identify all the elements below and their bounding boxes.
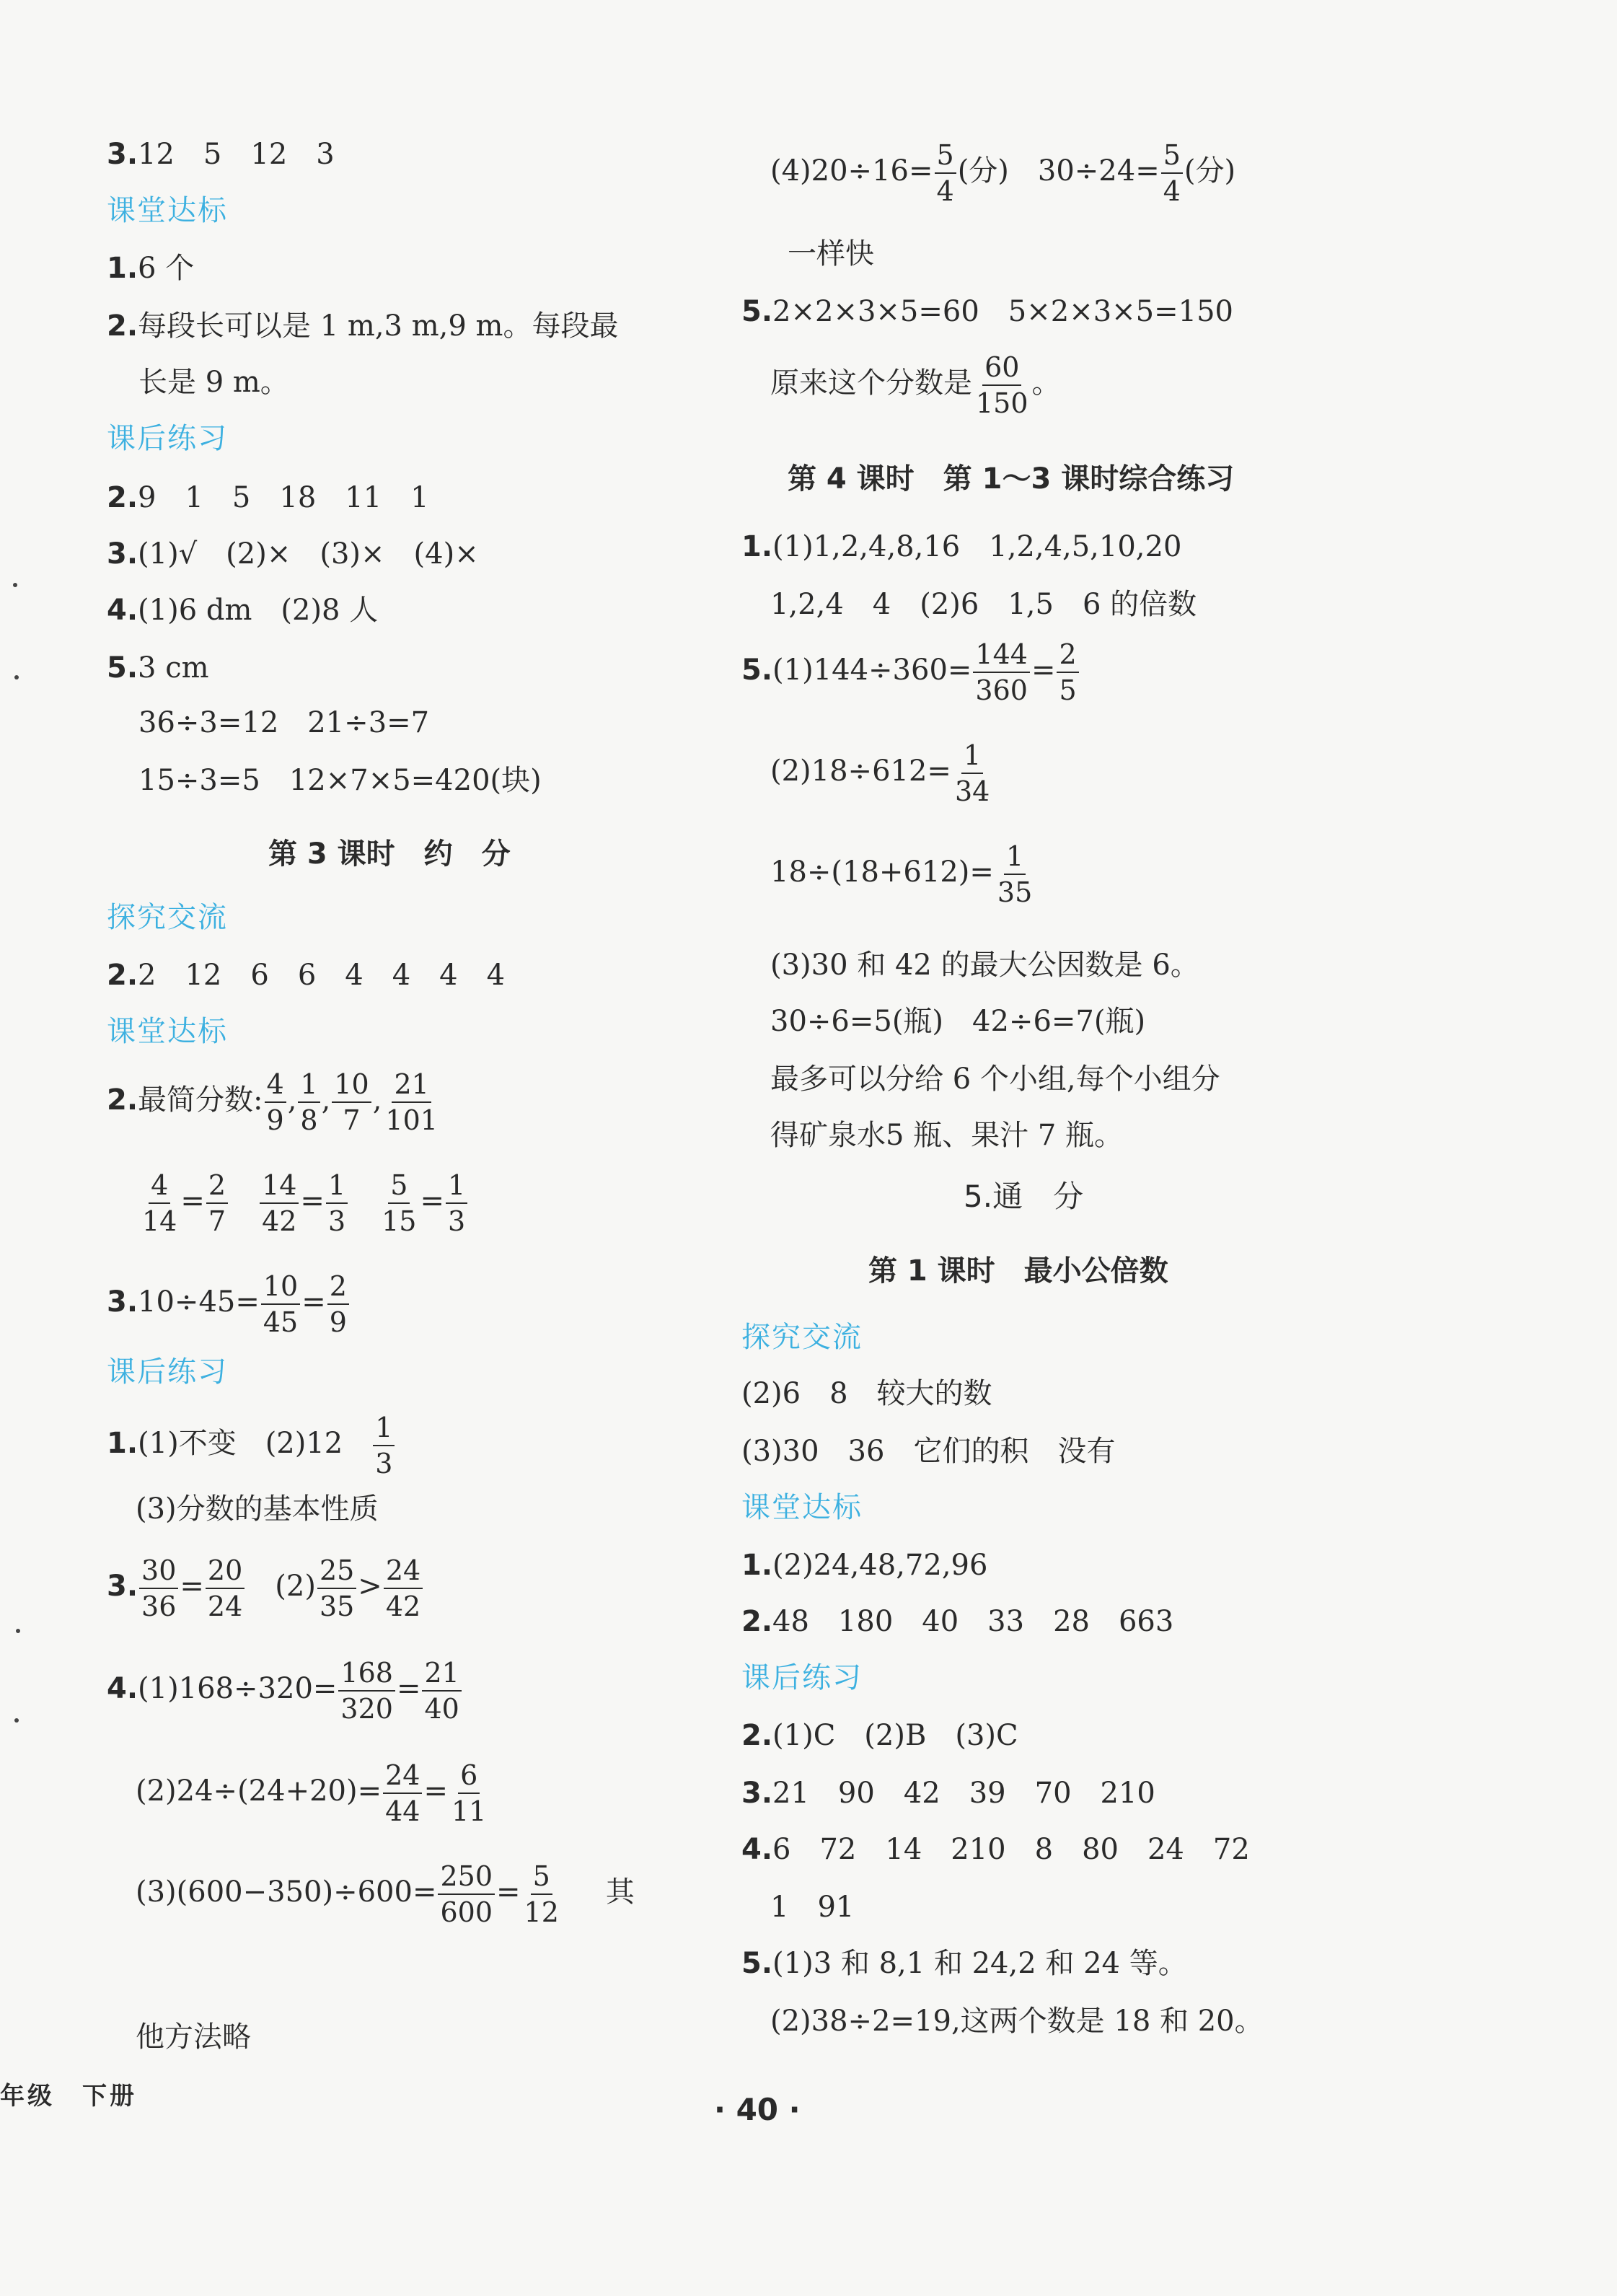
fraction: $\frac{14}{42}$ bbox=[260, 1171, 299, 1235]
section-heading: 课后练习 bbox=[107, 422, 228, 455]
answer-line: 3.12 5 12 3 bbox=[107, 138, 335, 171]
footer-grade-label: 年级 下册 bbox=[0, 2082, 137, 2111]
lesson-heading: 第 1 课时 最小公倍数 bbox=[868, 1254, 1168, 1288]
fraction: $\frac{144}{360}$ bbox=[973, 641, 1030, 704]
answer-line: (3)(600−350)÷600= $\frac{250}{600}$ = $\frac{5}{12}$ 其 bbox=[136, 1860, 635, 1928]
fraction: $\frac{5}{15}$ bbox=[382, 1169, 417, 1237]
answer-line: 2.2 12 6 6 4 4 4 4 bbox=[107, 959, 506, 992]
page-number: · 40 · bbox=[714, 2092, 801, 2127]
answer-line: (2)18÷612= $\frac{1}{34}$ bbox=[770, 742, 993, 805]
answer-line: (4)20÷16= $\frac{5}{4}$ (分) 30÷24= $\frac{5}{4}$ (分) bbox=[770, 139, 1236, 207]
answer-line: 1.(2)24,48,72,96 bbox=[741, 1549, 988, 1582]
fraction: $\frac{10}{7}$ bbox=[332, 1070, 371, 1134]
lesson-heading: 第 4 课时 第 1～3 课时综合练习 bbox=[788, 462, 1235, 496]
answer-line: 1.(1)不变 (2)12 $\frac{1}{3}$ bbox=[107, 1414, 396, 1477]
answer-line: 长是 9 m。 bbox=[138, 366, 289, 399]
section-heading: 探究交流 bbox=[741, 1321, 863, 1354]
fraction: $\frac{24}{42}$ bbox=[384, 1557, 423, 1620]
answer-line: 5.2×2×3×5=60 5×2×3×5=150 bbox=[741, 295, 1233, 328]
section-heading: 课后练习 bbox=[741, 1661, 863, 1694]
scan-mark bbox=[14, 675, 19, 679]
answer-line: 5.(1)3 和 8,1 和 24,2 和 24 等。 bbox=[741, 1947, 1187, 1980]
answer-line: (2)38÷2=19,这两个数是 18 和 20。 bbox=[770, 2005, 1264, 2038]
fraction: $\frac{1}{34}$ bbox=[954, 739, 990, 807]
answer-line: 1.6 个 bbox=[107, 252, 195, 285]
fraction: $\frac{5}{4}$ bbox=[1161, 141, 1183, 205]
answer-line: 他方法略 bbox=[136, 2020, 251, 2054]
fraction: $\frac{4}{14}$ bbox=[142, 1169, 177, 1237]
fraction: $\frac{2}{7}$ bbox=[206, 1171, 228, 1235]
fraction: $\frac{1}{3}$ bbox=[446, 1171, 467, 1235]
answer-line: 1.(1)1,2,4,8,16 1,2,4,5,10,20 bbox=[741, 530, 1182, 563]
answer-line: 30÷6=5(瓶) 42÷6=7(瓶) bbox=[770, 1005, 1146, 1038]
fraction: $\frac{5}{12}$ bbox=[524, 1860, 559, 1928]
fraction: $\frac{10}{45}$ bbox=[261, 1272, 300, 1336]
answer-line: 36÷3=12 21÷3=7 bbox=[138, 706, 430, 739]
answer-line: 3. $\frac{30}{36}$ = $\frac{20}{24}$ (2) $\frac{25}{35}$ > $\frac{24}{42}$ bbox=[107, 1557, 424, 1620]
fraction: $\frac{1}{35}$ bbox=[997, 840, 1033, 908]
fraction: $\frac{24}{44}$ bbox=[383, 1761, 422, 1825]
fraction: $\frac{60}{150}$ bbox=[976, 351, 1028, 419]
answer-line: 2.每段长可以是 1 m,3 m,9 m。每段最 bbox=[107, 309, 619, 343]
answer-line: 4.(1)6 dm (2)8 人 bbox=[107, 594, 379, 627]
fraction: $\frac{1}{3}$ bbox=[373, 1414, 395, 1477]
section-heading: 探究交流 bbox=[107, 901, 228, 934]
fraction: $\frac{168}{320}$ bbox=[338, 1659, 395, 1723]
fraction: $\frac{6}{11}$ bbox=[451, 1759, 487, 1827]
answer-line: (3)30 和 42 的最大公因数是 6。 bbox=[770, 949, 1199, 982]
section-heading: 课堂达标 bbox=[107, 1015, 228, 1048]
answer-line: 3.10÷45= $\frac{10}{45}$ = $\frac{2}{9}$ bbox=[107, 1272, 351, 1336]
answer-line: 5.3 cm bbox=[107, 651, 209, 685]
fraction: $\frac{1}{8}$ bbox=[298, 1070, 320, 1134]
answer-line: (3)分数的基本性质 bbox=[136, 1492, 379, 1526]
fraction: $\frac{2}{9}$ bbox=[327, 1272, 349, 1336]
answer-line: 2.(1)C (2)B (3)C bbox=[741, 1719, 1018, 1752]
scan-mark bbox=[14, 1718, 19, 1723]
answer-line: 得矿泉水5 瓶、果汁 7 瓶。 bbox=[770, 1119, 1124, 1152]
answer-line: (2)24÷(24+20)= $\frac{24}{44}$ = $\frac{6}{11}$ bbox=[136, 1761, 490, 1825]
lesson-heading: 第 3 课时 约 分 bbox=[268, 837, 511, 871]
fraction: $\frac{250}{600}$ bbox=[438, 1862, 495, 1926]
fraction: $\frac{1}{3}$ bbox=[326, 1171, 348, 1235]
section-heading: 课堂达标 bbox=[107, 194, 228, 227]
answer-line: (2)6 8 较大的数 bbox=[741, 1377, 992, 1410]
answer-line: 5.(1)144÷360= $\frac{144}{360}$ = $\frac{2}{5}$ bbox=[741, 641, 1080, 704]
fraction: $\frac{30}{36}$ bbox=[139, 1557, 178, 1620]
answer-line: 一样快 bbox=[788, 237, 874, 270]
answer-line: 18÷(18+612)= $\frac{1}{35}$ bbox=[770, 843, 1036, 906]
unit-heading: 5.通 分 bbox=[964, 1179, 1084, 1214]
section-heading: 课堂达标 bbox=[741, 1491, 863, 1524]
answer-line: 3.(1)√ (2)× (3)× (4)× bbox=[107, 537, 479, 571]
fraction: $\frac{4}{9}$ bbox=[265, 1070, 286, 1134]
fraction: $\frac{5}{4}$ bbox=[935, 141, 956, 205]
fraction: $\frac{2}{5}$ bbox=[1057, 641, 1078, 704]
answer-line: 3.21 90 42 39 70 210 bbox=[741, 1777, 1155, 1810]
section-heading: 课后练习 bbox=[107, 1355, 228, 1389]
answer-line: (3)30 36 它们的积 没有 bbox=[741, 1435, 1116, 1468]
fraction: $\frac{21}{101}$ bbox=[385, 1068, 438, 1136]
scan-mark bbox=[16, 1629, 20, 1633]
answer-line: 15÷3=5 12×7×5=420(块) bbox=[138, 764, 542, 797]
answer-line: 原来这个分数是 $\frac{60}{150}$ 。 bbox=[770, 351, 1061, 419]
fraction: $\frac{20}{24}$ bbox=[206, 1557, 244, 1620]
answer-line: $\frac{4}{14}$ = $\frac{2}{7}$ $\frac{14}{42}$ = $\frac{1}{3}$ $\frac{5}{15}$ = $\frac{1}{3}$ bbox=[138, 1171, 469, 1235]
answer-line: 4.6 72 14 210 8 80 24 72 bbox=[741, 1833, 1250, 1866]
fraction: $\frac{25}{35}$ bbox=[317, 1557, 356, 1620]
answer-line: 2.9 1 5 18 11 1 bbox=[107, 481, 429, 514]
fraction: $\frac{21}{40}$ bbox=[422, 1659, 461, 1723]
answer-line: 2.最简分数: $\frac{4}{9}$ , $\frac{1}{8}$ , $\frac{10}{7}$ , $\frac{21}{101}$ bbox=[107, 1070, 441, 1134]
answer-line: 1 91 bbox=[770, 1891, 855, 1924]
scan-mark bbox=[13, 583, 17, 587]
answer-line: 1,2,4 4 (2)6 1,5 6 的倍数 bbox=[770, 588, 1197, 621]
answer-line: 4.(1)168÷320= $\frac{168}{320}$ = $\frac{21}{40}$ bbox=[107, 1659, 463, 1723]
answer-line: 最多可以分给 6 个小组,每个小组分 bbox=[770, 1063, 1220, 1096]
answer-line: 2.48 180 40 33 28 663 bbox=[741, 1605, 1174, 1638]
